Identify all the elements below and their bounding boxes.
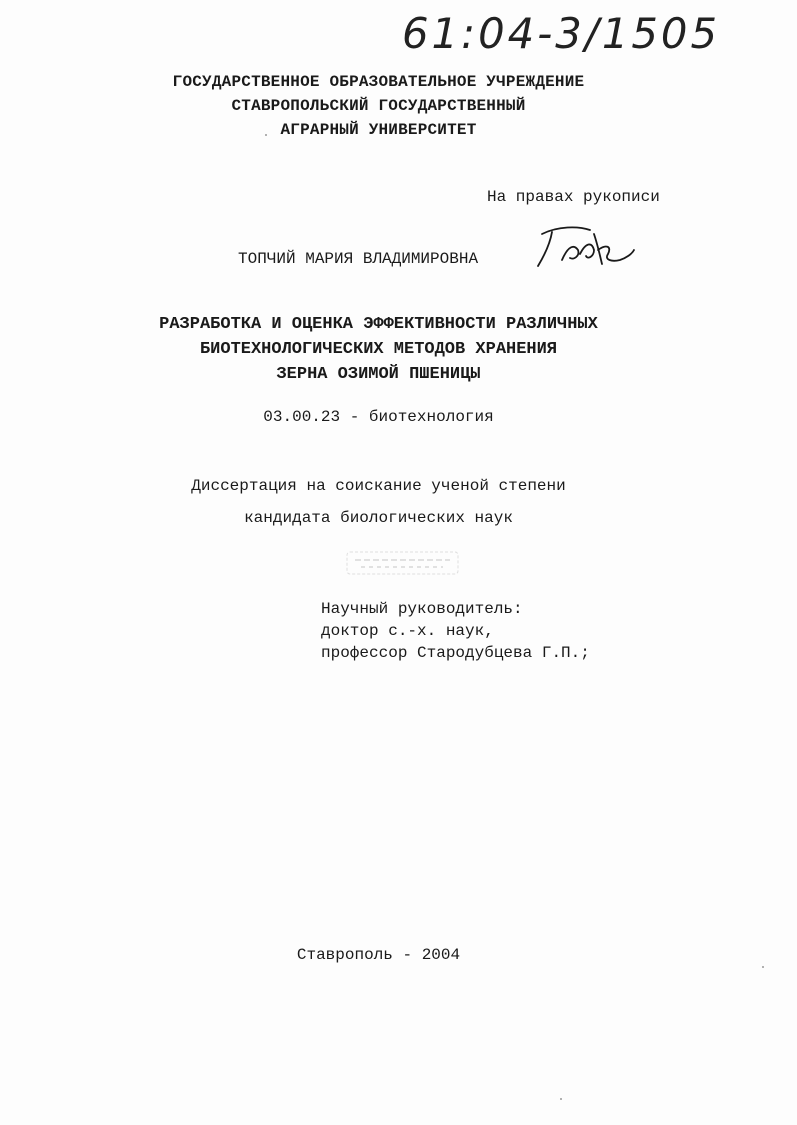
degree-statement (0, 470, 757, 534)
handwritten-archive-number (398, 4, 728, 56)
city-year: Ставрополь - 2004 (296, 946, 461, 964)
manuscript-rights-note: На правах рукописи (487, 188, 660, 206)
faint-library-stamp (345, 548, 460, 578)
supervisor-line-3: профессор Стародубцева Г.П.; (321, 644, 590, 662)
degree-line-1: Диссертация на соискание ученой степени (191, 477, 566, 495)
specialty-code: 03.00.23 - биотехнология (263, 408, 494, 426)
title-line-1: РАЗРАБОТКА И ОЦЕНКА ЭФФЕКТИВНОСТИ РАЗЛИЧНЫХ (159, 315, 598, 334)
institution-line-3: АГРАРНЫЙ УНИВЕРСИТЕТ (280, 121, 477, 139)
scan-speck (560, 1098, 562, 1100)
title-line-2: БИОТЕХНОЛОГИЧЕСКИХ МЕТОДОВ ХРАНЕНИЯ (199, 340, 558, 359)
handwritten-archive-number-text: 61:04-3/1505 (402, 9, 720, 56)
institution-line-1: ГОСУДАРСТВЕННОЕ ОБРАЗОВАТЕЛЬНОЕ УЧРЕЖДЕНИЕ (172, 73, 585, 91)
institution-heading (0, 70, 757, 142)
author-name: ТОПЧИЙ МАРИЯ ВЛАДИМИРОВНА (238, 250, 479, 268)
scientific-supervisor (321, 598, 590, 664)
title-line-3: ЗЕРНА ОЗИМОЙ ПШЕНИЦЫ (276, 365, 481, 384)
scan-speck (762, 966, 764, 968)
degree-line-2: кандидата биологических наук (244, 509, 513, 527)
author-signature (528, 220, 638, 276)
supervisor-line-2: доктор с.-х. наук, (321, 622, 494, 640)
dissertation-title (0, 312, 757, 387)
scan-speck (265, 134, 267, 136)
supervisor-line-1: Научный руководитель: (321, 600, 523, 618)
institution-line-2: СТАВРОПОЛЬСКИЙ ГОСУДАРСТВЕННЫЙ (231, 97, 526, 115)
